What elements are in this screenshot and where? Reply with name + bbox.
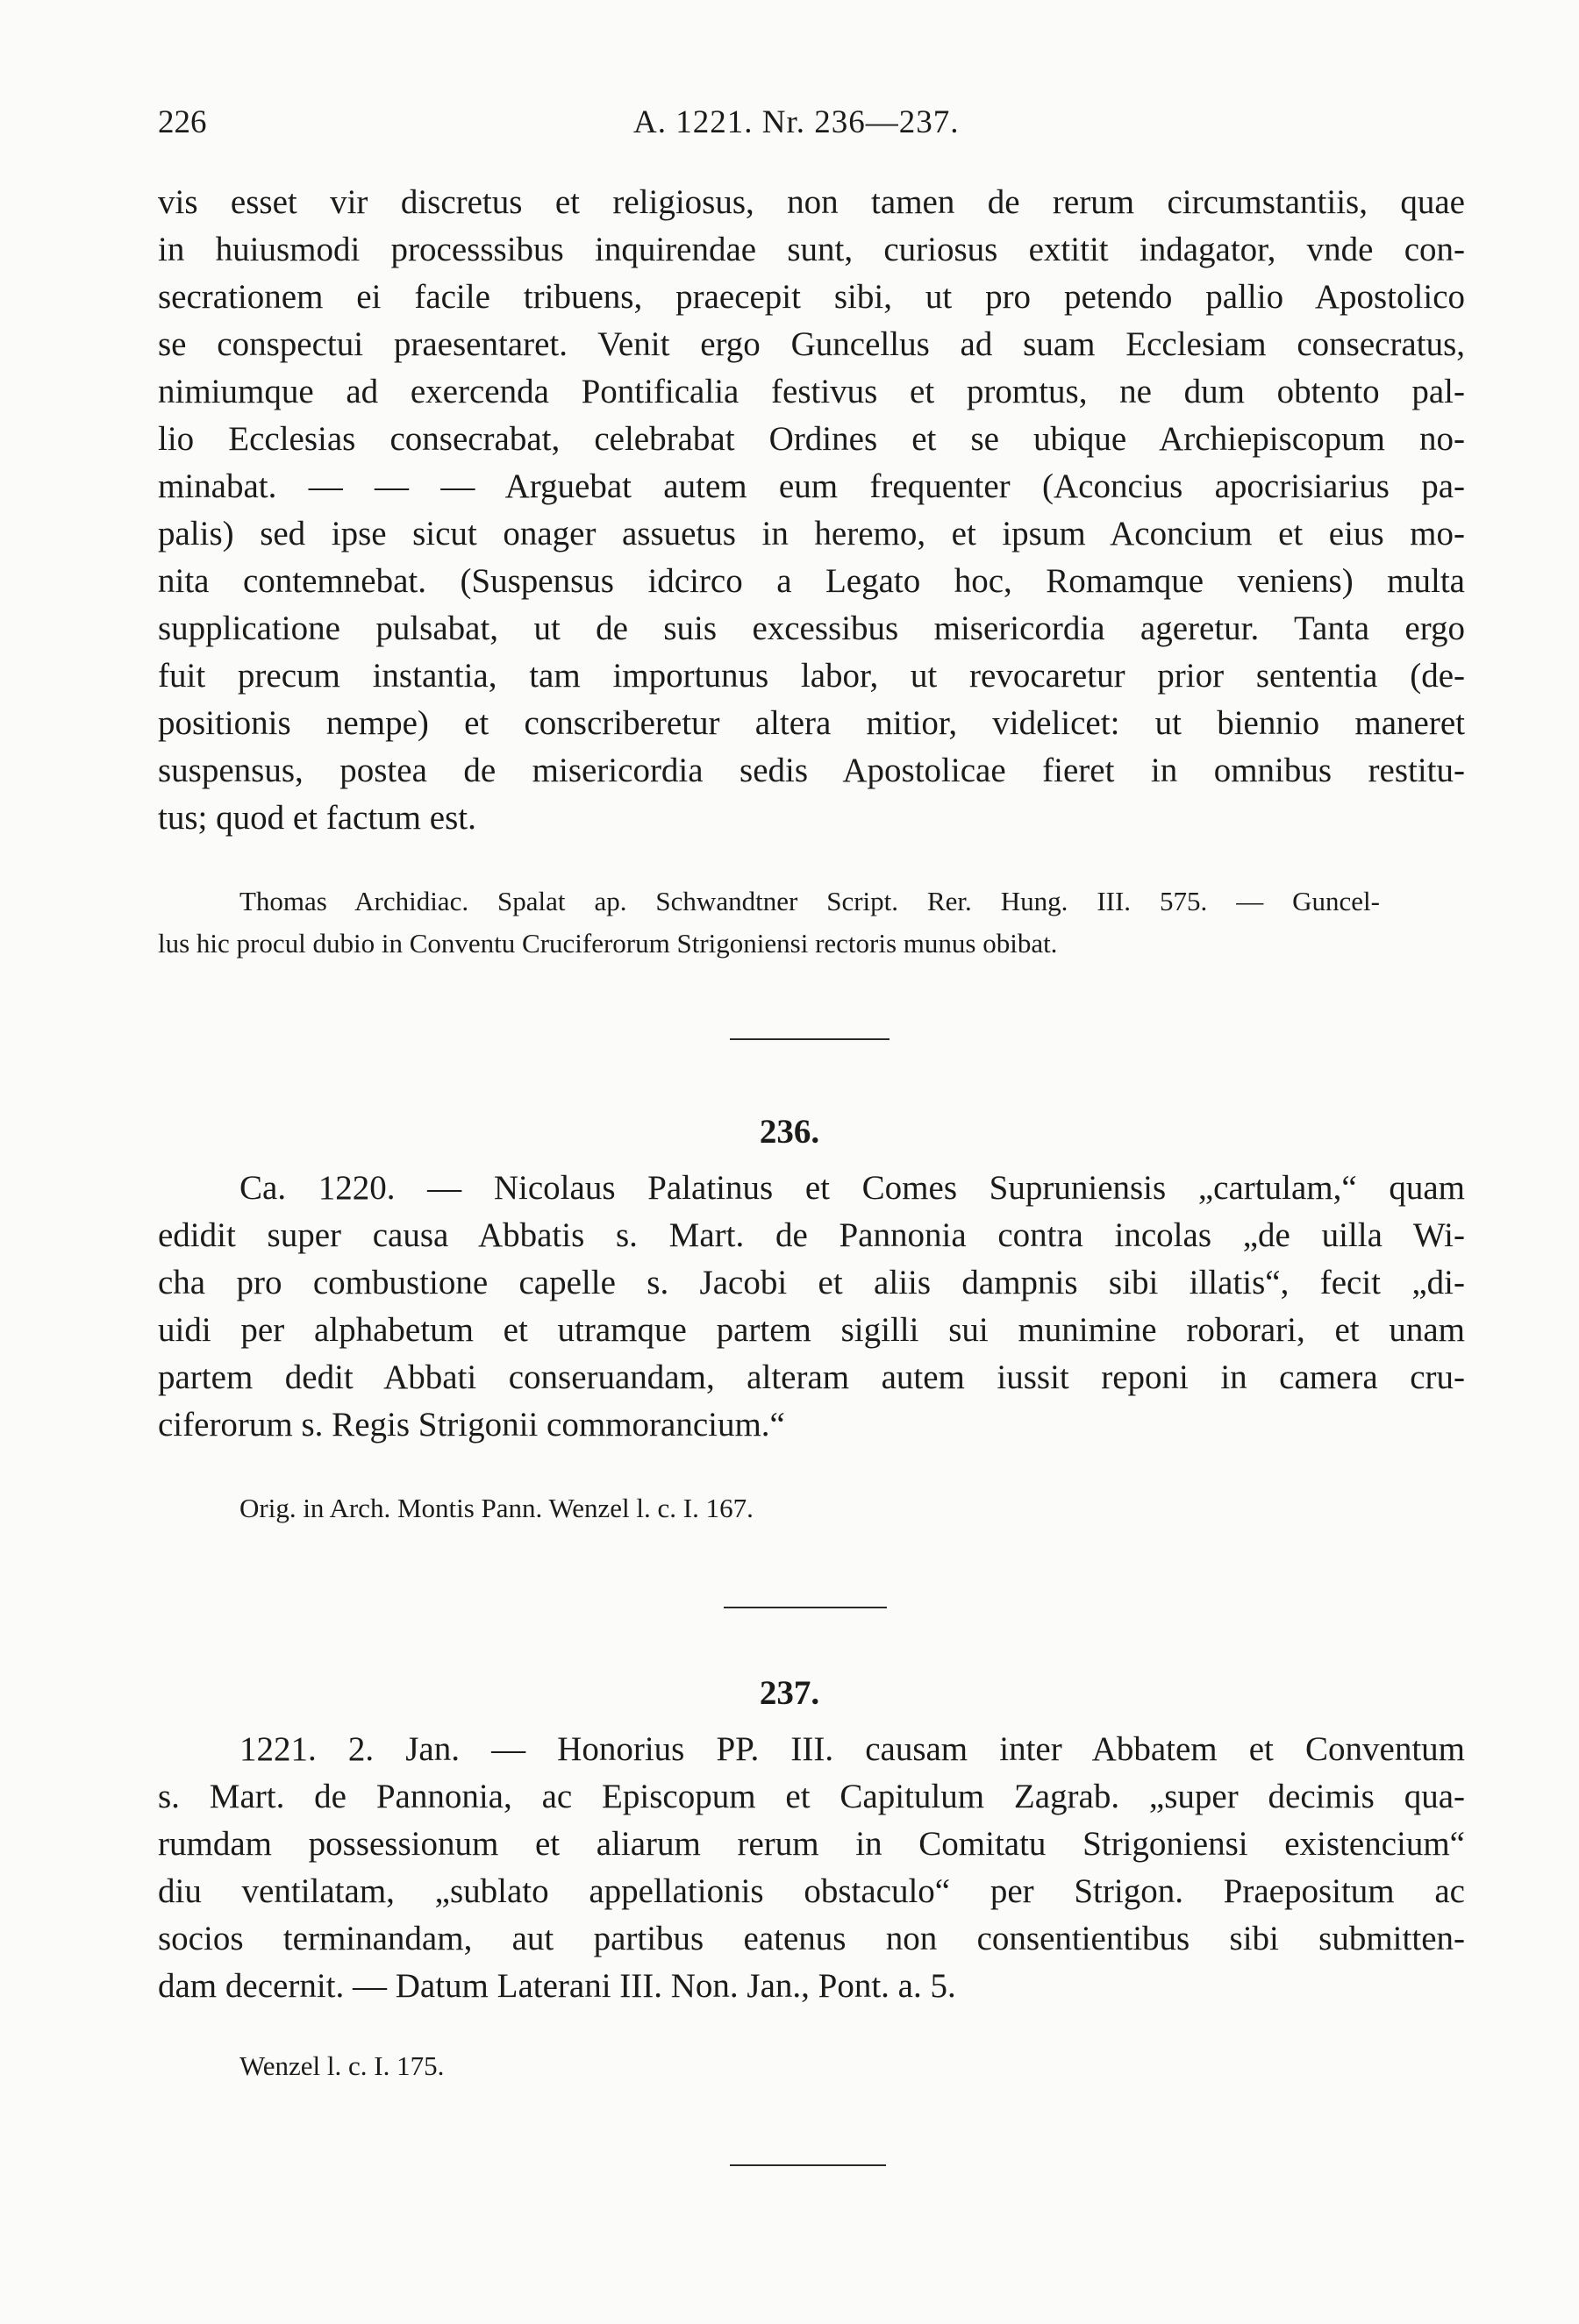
text-line: supplicatione pulsabat, ut de suis excessibus misericordia ageretur. Tanta ergo (158, 610, 1465, 647)
text-line: suspensus, postea de misericordia sedis Apostolicae fieret in omnibus restitu- (158, 752, 1465, 789)
text-line: se conspectui praesentaret. Venit ergo Guncellus ad suam Ecclesiam consecratus, (158, 325, 1465, 363)
text-line: minabat. — — — Arguebat autem eum frequenter (Aconcius apocrisiarius pa- (158, 467, 1465, 505)
text-line: ciferorum s. Regis Strigonii commorancium.“ (158, 1406, 785, 1444)
text-line: rumdam possessionum et aliarum rerum in Comitatu Strigoniensi existencium“ (158, 1825, 1465, 1863)
text-line: secrationem ei facile tribuens, praecepit sibi, ut pro petendo pallio Apostolico (158, 278, 1465, 316)
text-line: partem dedit Abbati conseruandam, alteram autem iussit reponi in camera cru- (158, 1358, 1465, 1396)
entry-236-source: Orig. in Arch. Montis Pann. Wenzel l. c. I. 167. (239, 1493, 754, 1523)
text-line: Ca. 1220. — Nicolaus Palatinus et Comes Supruniensis „cartulam,“ quam (239, 1169, 1465, 1207)
entry-number-237: 237. (759, 1674, 820, 1712)
text-line: nimiumque ad exercenda Pontificalia festivus et promtus, ne dum obtento pal- (158, 373, 1465, 410)
text-line: palis) sed ipse sicut onager assuetus in heremo, et ipsum Aconcium et eius mo- (158, 515, 1465, 552)
text-line: tus; quod et factum est. (158, 799, 476, 837)
section-divider (730, 2164, 886, 2166)
text-line: nita contemnebat. (Suspensus idcirco a Legato hoc, Romamque veniens) multa (158, 562, 1465, 600)
text-line: diu ventilatam, „sublato appellationis obstaculo“ per Strigon. Praepositum ac (158, 1872, 1465, 1910)
text-line: cha pro combustione capelle s. Jacobi et aliis dampnis sibi illatis“, fecit „di- (158, 1264, 1465, 1301)
source-line: lus hic procul dubio in Conventu Cruciferorum Strigoniensi rectoris munus obibat. (158, 928, 1058, 959)
running-title: A. 1221. Nr. 236—237. (633, 104, 960, 140)
text-line: 1221. 2. Jan. — Honorius PP. III. causam inter Abbatem et Conventum (239, 1730, 1465, 1768)
text-line: edidit super causa Abbatis s. Mart. de Pannonia contra incolas „de uilla Wi- (158, 1216, 1465, 1254)
section-divider (724, 1607, 887, 1608)
section-divider (730, 1038, 890, 1040)
source-line: Thomas Archidiac. Spalat ap. Schwandtner Script. Rer. Hung. III. 575. — Guncel- (239, 886, 1380, 916)
text-line: uidi per alphabetum et utramque partem sigilli sui munimine roborari, et unam (158, 1311, 1465, 1349)
text-line: s. Mart. de Pannonia, ac Episcopum et Capitulum Zagrab. „super decimis qua- (158, 1778, 1465, 1815)
text-line: socios terminandam, aut partibus eatenus non consentientibus sibi submitten- (158, 1920, 1465, 1957)
text-line: vis esset vir discretus et religiosus, non tamen de rerum circumstantiis, quae (158, 183, 1465, 221)
entry-237-source: Wenzel l. c. I. 175. (239, 2050, 445, 2081)
entry-number-236: 236. (759, 1113, 820, 1151)
text-line: dam decernit. — Datum Laterani III. Non. Jan., Pont. a. 5. (158, 1967, 956, 2005)
text-line: in huiusmodi processsibus inquirendae sunt, curiosus extitit indagator, vnde con- (158, 231, 1465, 268)
page-number: 226 (158, 104, 207, 140)
text-line: lio Ecclesias consecrabat, celebrabat Ordines et se ubique Archiepiscopum no- (158, 420, 1465, 458)
text-line: fuit precum instantia, tam importunus labor, ut revocaretur prior sententia (de- (158, 657, 1465, 695)
text-line: positionis nempe) et conscriberetur altera mitior, videlicet: ut biennio maneret (158, 704, 1465, 742)
